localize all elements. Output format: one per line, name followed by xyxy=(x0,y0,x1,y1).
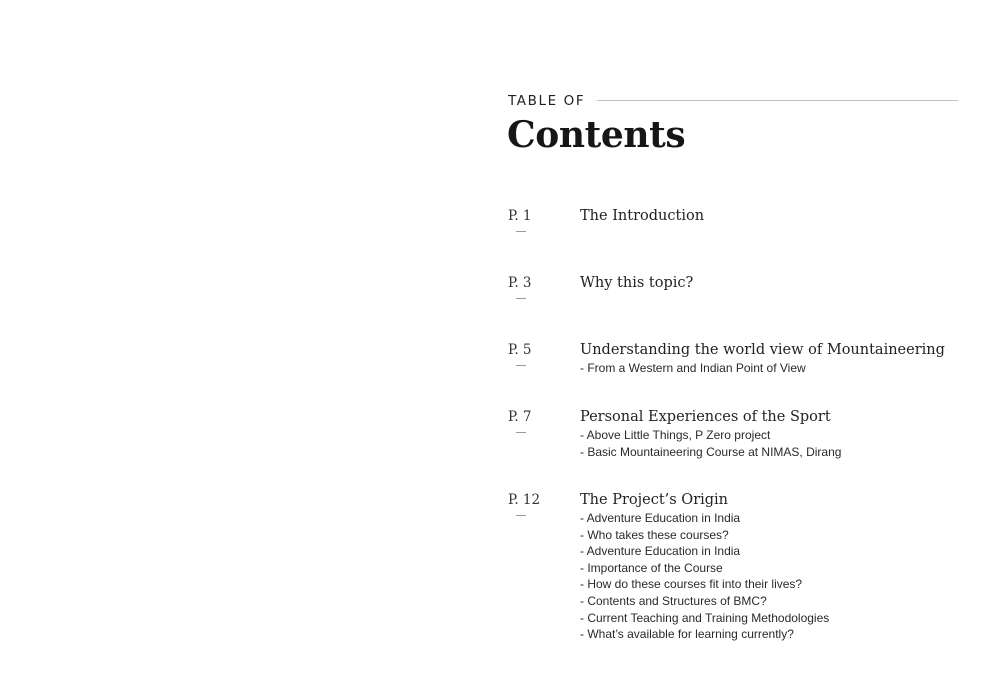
entry-title: The Project’s Origin xyxy=(580,492,729,508)
page-number: P. 1 xyxy=(508,208,532,224)
toc-header xyxy=(507,92,958,156)
entry-body xyxy=(580,206,958,226)
list-item: - Importance of the Course xyxy=(580,560,723,575)
entry-body xyxy=(580,407,958,460)
page-number-underline xyxy=(516,365,526,366)
page-number-underline xyxy=(516,515,526,516)
list-item: - From a Western and Indian Point of View xyxy=(580,361,806,375)
list-item: - Adventure Education in India xyxy=(580,544,741,559)
list-item: - Contents and Structures of BMC? xyxy=(580,593,767,608)
subitem-list xyxy=(580,360,958,377)
entry-body xyxy=(580,340,958,377)
list-item: - Above Little Things, P Zero project xyxy=(580,428,771,442)
entry-title: Personal Experiences of the Sport xyxy=(580,409,831,425)
subitem-list xyxy=(580,510,958,643)
page-number: P. 7 xyxy=(508,409,532,425)
list-item: - Basic Mountaineering Course at NIMAS, Dirang xyxy=(580,444,842,459)
page-number-underline xyxy=(516,231,526,232)
entry-title: Understanding the world view of Mountaineering xyxy=(580,342,945,358)
kicker-row xyxy=(508,92,958,110)
entry-title: The Introduction xyxy=(580,208,705,224)
entry-body xyxy=(580,273,958,293)
entry-body xyxy=(580,490,958,643)
list-item: - Who takes these courses? xyxy=(580,527,729,542)
kicker-label: TABLE OF xyxy=(508,93,586,109)
page-number: P. 5 xyxy=(508,342,532,358)
page-number-underline xyxy=(516,298,526,299)
page-number-underline xyxy=(516,432,526,433)
subitem-list xyxy=(580,427,958,460)
list-item: - What’s available for learning currently? xyxy=(580,627,794,642)
list-item: - Adventure Education in India xyxy=(580,511,741,525)
page-number: P. 3 xyxy=(508,275,532,291)
page-title: Contents xyxy=(507,114,686,156)
list-item: - How do these courses fit into their lives? xyxy=(580,577,803,592)
entry-title: Why this topic? xyxy=(580,275,694,291)
list-item: - Current Teaching and Training Methodologies xyxy=(580,610,830,625)
header-rule xyxy=(597,100,958,101)
page-number: P. 12 xyxy=(508,492,541,508)
